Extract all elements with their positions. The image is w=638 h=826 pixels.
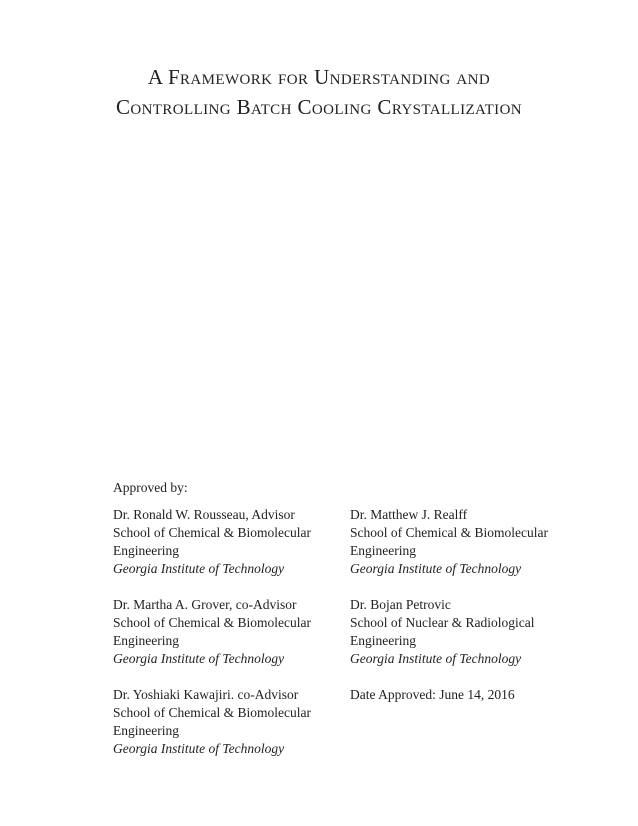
committee-member (113, 596, 343, 668)
committee-member (350, 596, 580, 668)
member-name: Dr. Matthew J. Realff (350, 507, 468, 522)
title-line-1: A Framework for Understanding and (147, 65, 491, 89)
member-name: Dr. Bojan Petrovic (350, 597, 451, 612)
committee-member (350, 506, 580, 578)
committee-member (113, 686, 343, 758)
committee-member (113, 506, 343, 578)
member-department-cont: Engineering (350, 543, 416, 558)
member-department: School of Nuclear & Radiological (350, 615, 535, 630)
member-department-cont: Engineering (113, 633, 179, 648)
member-department: School of Chemical & Biomolecular (113, 705, 311, 720)
committee-right-column (350, 506, 580, 722)
member-institution: Georgia Institute of Technology (113, 561, 285, 576)
member-name: Dr. Ronald W. Rousseau, Advisor (113, 507, 295, 522)
member-name: Dr. Martha A. Grover, co-Advisor (113, 597, 297, 612)
member-institution: Georgia Institute of Technology (350, 651, 522, 666)
member-department: School of Chemical & Biomolecular (350, 525, 548, 540)
member-institution: Georgia Institute of Technology (113, 741, 285, 756)
member-name: Dr. Yoshiaki Kawajiri. co-Advisor (113, 687, 299, 702)
committee-left-column (113, 506, 343, 776)
document-title (0, 62, 638, 122)
member-department-cont: Engineering (113, 543, 179, 558)
member-department-cont: Engineering (113, 723, 179, 738)
approved-by-label: Approved by: (113, 480, 188, 495)
member-department: School of Chemical & Biomolecular (113, 525, 311, 540)
date-approved (350, 686, 580, 704)
member-institution: Georgia Institute of Technology (113, 651, 285, 666)
title-line-2: Controlling Batch Cooling Crystallization (115, 95, 523, 119)
member-institution: Georgia Institute of Technology (350, 561, 522, 576)
date-approved-text: Date Approved: June 14, 2016 (350, 687, 515, 702)
member-department: School of Chemical & Biomolecular (113, 615, 311, 630)
member-department-cont: Engineering (350, 633, 416, 648)
